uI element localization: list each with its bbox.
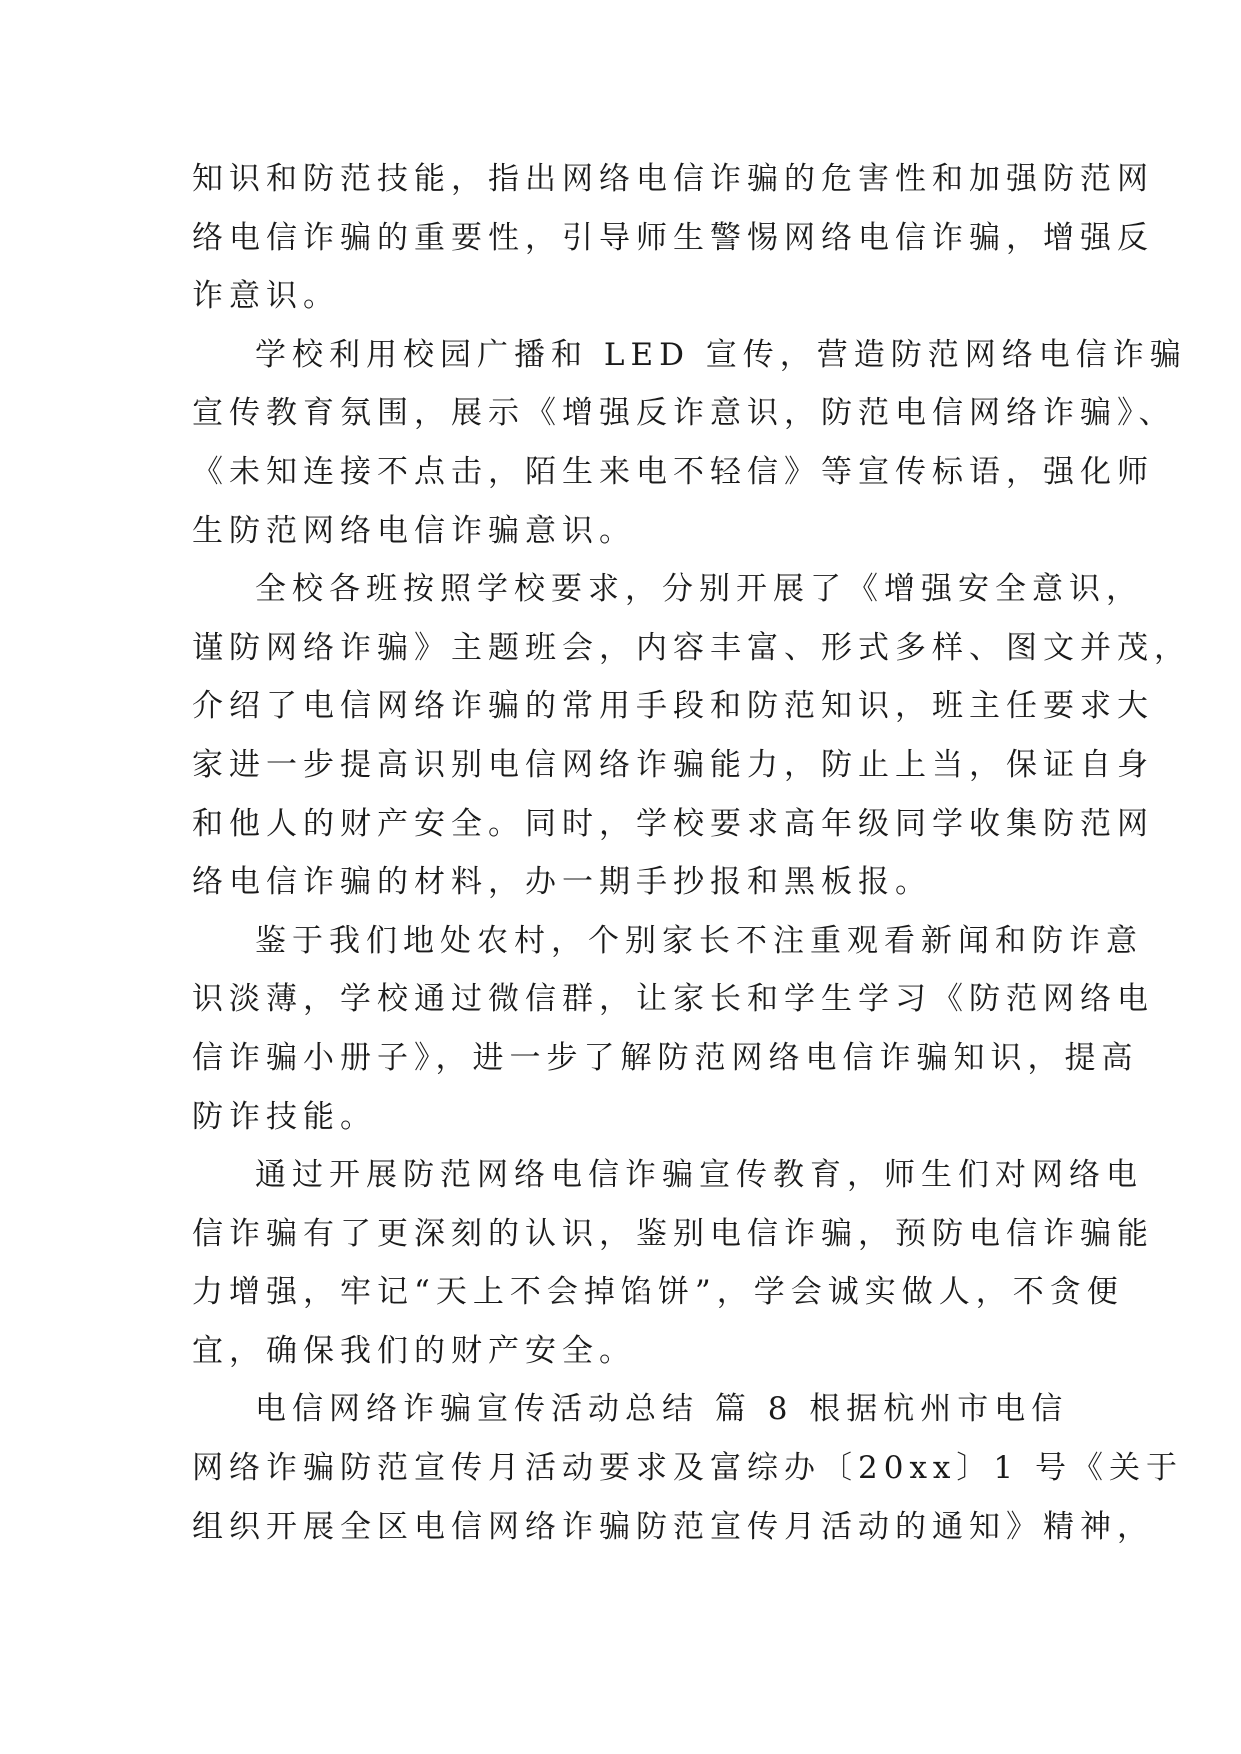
text-line: 生防范网络电信诈骗意识。: [192, 512, 636, 549]
text-line: 电信网络诈骗宣传活动总结 篇 8 根据杭州市电信: [255, 1391, 1069, 1428]
text-line: 络电信诈骗的重要性，引导师生警惕网络电信诈骗，增强反: [192, 219, 1154, 256]
text-line: 宜，确保我们的财产安全。: [192, 1332, 636, 1369]
text-line: 信诈骗小册子》，进一步了解防范网络电信诈骗知识，提高: [192, 1039, 1139, 1076]
text-line: 防诈技能。: [192, 1098, 377, 1135]
text-line: 鉴于我们地处农村，个别家长不注重观看新闻和防诈意: [255, 922, 1143, 959]
text-line: 和他人的财产安全。同时，学校要求高年级同学收集防范网: [192, 805, 1154, 842]
text-line: 知识和防范技能，指出网络电信诈骗的危害性和加强防范网: [192, 161, 1154, 197]
text-line: 通过开展防范网络电信诈骗宣传教育，师生们对网络电: [255, 1157, 1143, 1194]
text-line: 网络诈骗防范宣传月活动要求及富综办〔20xx〕1 号《关于: [192, 1450, 1183, 1487]
text-line: 谨防网络诈骗》主题班会，内容丰富、形式多样、图文并茂，: [192, 629, 1191, 666]
text-line: 力增强，牢记“天上不会掉馅饼”，学会诚实做人，不贪便: [192, 1274, 1124, 1311]
text-line: 识淡薄，学校通过微信群，让家长和学生学习《防范网络电: [192, 981, 1154, 1018]
text-line: 宣传教育氛围，展示《增强反诈意识，防范电信网络诈骗》、: [192, 395, 1176, 432]
text-line: 组织开展全区电信网络诈骗防范宣传月活动的通知》精神，: [192, 1508, 1154, 1545]
text-line: 全校各班按照学校要求，分别开展了《增强安全意识，: [255, 571, 1143, 608]
text-line: 《未知连接不点击，陌生来电不轻信》等宣传标语，强化师: [192, 453, 1154, 490]
text-line: 介绍了电信网络诈骗的常用手段和防范知识，班主任要求大: [192, 688, 1154, 725]
text-line: 学校利用校园广播和 LED 宣传，营造防范网络电信诈骗: [255, 336, 1187, 373]
text-line: 信诈骗有了更深刻的认识，鉴别电信诈骗，预防电信诈骗能: [192, 1215, 1154, 1252]
text-line: 诈意识。: [192, 278, 340, 315]
document-body: [192, 150, 1191, 1556]
text-line: 家进一步提高识别电信网络诈骗能力，防止上当，保证自身: [192, 746, 1154, 783]
text-line: 络电信诈骗的材料，办一期手抄报和黑板报。: [192, 864, 932, 901]
